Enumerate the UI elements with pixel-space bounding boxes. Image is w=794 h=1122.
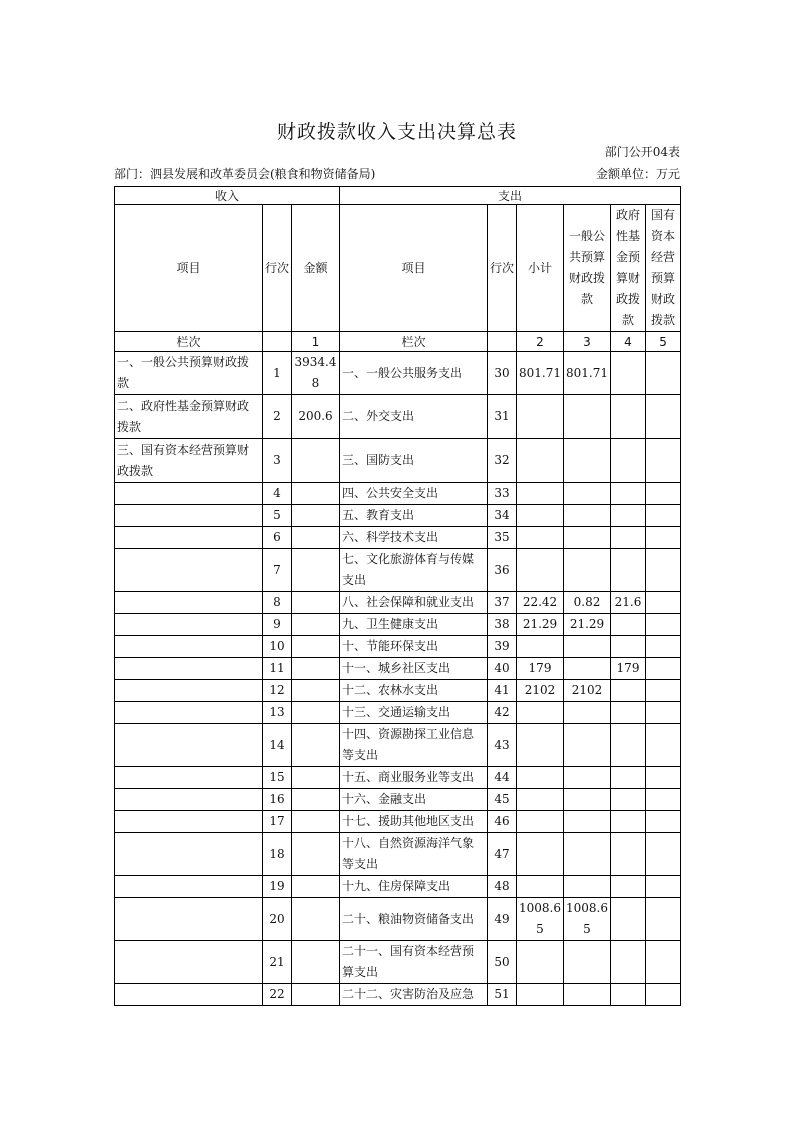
income-line-cell: 10 [263, 636, 292, 658]
fund-budget-cell [611, 636, 646, 658]
income-line-cell: 18 [263, 833, 292, 876]
expense-item-cell: 二十一、国有资本经营预算支出 [340, 941, 488, 984]
income-amount-cell [292, 984, 340, 1006]
income-item-cell [115, 527, 263, 549]
col-blank [263, 332, 292, 352]
expense-line-cell: 34 [488, 505, 517, 527]
subtotal-cell [517, 789, 564, 811]
expense-line-cell: 46 [488, 811, 517, 833]
page-title: 财政拨款收入支出决算总表 [276, 121, 517, 143]
general-budget-cell [564, 439, 611, 483]
expense-item-cell: 十一、城乡社区支出 [340, 658, 488, 680]
expense-line-cell: 35 [488, 527, 517, 549]
general-budget-cell [564, 702, 611, 724]
fund-budget-cell [611, 767, 646, 789]
income-line-cell: 3 [263, 439, 292, 483]
fund-budget-cell [611, 702, 646, 724]
table-row [115, 984, 681, 1006]
income-line-cell: 21 [263, 941, 292, 984]
expense-item-cell: 五、教育支出 [340, 505, 488, 527]
subtotal-cell [517, 439, 564, 483]
state-capital-header: 国有资本经营预算财政拨款 [646, 205, 681, 332]
income-amount-cell [292, 767, 340, 789]
income-amount-cell [292, 789, 340, 811]
subtotal-cell [517, 527, 564, 549]
expense-item-cell: 三、国防支出 [340, 439, 488, 483]
col-4: 4 [611, 332, 646, 352]
income-amount-cell [292, 527, 340, 549]
subtotal-cell [517, 702, 564, 724]
income-item-cell [115, 941, 263, 984]
col-2: 2 [517, 332, 564, 352]
subtotal-cell: 21.29 [517, 614, 564, 636]
table-row [115, 680, 681, 702]
subtotal-cell [517, 724, 564, 767]
income-amount-cell [292, 636, 340, 658]
expense-item-cell: 十七、援助其他地区支出 [340, 811, 488, 833]
state-capital-cell [646, 636, 681, 658]
expense-item-cell: 四、公共安全支出 [340, 483, 488, 505]
table-row [115, 592, 681, 614]
budget-table [114, 186, 681, 1006]
fund-budget-cell [611, 724, 646, 767]
subtotal-cell [517, 876, 564, 898]
income-item-cell [115, 658, 263, 680]
expense-item-cell: 二十二、灾害防治及应急 [340, 984, 488, 1006]
fund-budget-cell [611, 876, 646, 898]
income-line-cell: 13 [263, 702, 292, 724]
exp-col-label: 栏次 [340, 332, 488, 352]
income-amount-cell [292, 811, 340, 833]
expense-line-cell: 36 [488, 549, 517, 592]
income-line-cell: 5 [263, 505, 292, 527]
fund-budget-cell [611, 614, 646, 636]
fund-budget-cell [611, 352, 646, 395]
income-amount-cell [292, 941, 340, 984]
table-row [115, 811, 681, 833]
general-budget-cell [564, 549, 611, 592]
income-line-cell: 15 [263, 767, 292, 789]
subtotal-cell [517, 505, 564, 527]
expense-item-cell: 七、文化旅游体育与传媒支出 [340, 549, 488, 592]
general-budget-cell [564, 505, 611, 527]
subtotal-cell [517, 483, 564, 505]
expense-line-cell: 44 [488, 767, 517, 789]
income-item-cell: 一、一般公共预算财政拨款 [115, 352, 263, 395]
state-capital-cell [646, 876, 681, 898]
income-amount-cell [292, 680, 340, 702]
general-budget-cell: 0.82 [564, 592, 611, 614]
income-item-cell [115, 614, 263, 636]
general-budget-cell [564, 767, 611, 789]
general-budget-cell: 21.29 [564, 614, 611, 636]
income-item-cell [115, 483, 263, 505]
income-amount-header: 金额 [292, 205, 340, 332]
state-capital-cell [646, 984, 681, 1006]
expense-item-cell: 二十、粮油物资储备支出 [340, 898, 488, 941]
general-budget-cell: 1008.65 [564, 898, 611, 941]
income-amount-cell [292, 724, 340, 767]
expense-line-cell: 33 [488, 483, 517, 505]
expense-item-cell: 十五、商业服务业等支出 [340, 767, 488, 789]
income-line-cell: 16 [263, 789, 292, 811]
subtotal-cell: 2102 [517, 680, 564, 702]
expense-header: 支出 [340, 187, 681, 205]
general-budget-cell [564, 724, 611, 767]
form-number: 部门公开04表 [604, 145, 680, 159]
income-item-cell [115, 636, 263, 658]
col-5: 5 [646, 332, 681, 352]
income-line-cell: 22 [263, 984, 292, 1006]
expense-item-header: 项目 [340, 205, 488, 332]
expense-item-cell: 十三、交通运输支出 [340, 702, 488, 724]
fund-budget-cell [611, 984, 646, 1006]
subtotal-cell [517, 833, 564, 876]
income-item-cell [115, 789, 263, 811]
expense-item-cell: 六、科学技术支出 [340, 527, 488, 549]
income-item-cell [115, 876, 263, 898]
expense-item-cell: 十九、住房保障支出 [340, 876, 488, 898]
state-capital-cell [646, 439, 681, 483]
fund-budget-cell: 21.6 [611, 592, 646, 614]
expense-item-cell: 八、社会保障和就业支出 [340, 592, 488, 614]
subtotal-cell [517, 636, 564, 658]
expense-item-cell: 十八、自然资源海洋气象等支出 [340, 833, 488, 876]
fund-budget-cell [611, 941, 646, 984]
fund-budget-cell: 179 [611, 658, 646, 680]
expense-line-cell: 38 [488, 614, 517, 636]
fund-budget-cell [611, 789, 646, 811]
income-line-header: 行次 [263, 205, 292, 332]
income-amount-cell [292, 876, 340, 898]
table-row [115, 483, 681, 505]
income-amount-cell: 200.6 [292, 395, 340, 439]
income-item-cell: 二、政府性基金预算财政拨款 [115, 395, 263, 439]
general-budget-cell [564, 636, 611, 658]
general-budget-cell [564, 984, 611, 1006]
state-capital-cell [646, 833, 681, 876]
income-line-cell: 4 [263, 483, 292, 505]
income-amount-cell [292, 483, 340, 505]
general-budget-cell [564, 811, 611, 833]
income-item-cell [115, 898, 263, 941]
income-amount-cell [292, 833, 340, 876]
expense-line-cell: 40 [488, 658, 517, 680]
table-row [115, 614, 681, 636]
general-budget-cell [564, 789, 611, 811]
subtotal-cell: 22.42 [517, 592, 564, 614]
expense-line-cell: 50 [488, 941, 517, 984]
income-amount-cell [292, 439, 340, 483]
income-amount-cell [292, 702, 340, 724]
expense-line-cell: 45 [488, 789, 517, 811]
col-label: 栏次 [115, 332, 263, 352]
income-line-cell: 20 [263, 898, 292, 941]
subtotal-cell [517, 767, 564, 789]
exp-col-blank [488, 332, 517, 352]
general-budget-header: 一般公共预算财政拨款 [564, 205, 611, 332]
table-row [115, 549, 681, 592]
table-row [115, 767, 681, 789]
general-budget-cell [564, 833, 611, 876]
income-item-cell [115, 549, 263, 592]
expense-line-cell: 30 [488, 352, 517, 395]
expense-item-cell: 十二、农林水支出 [340, 680, 488, 702]
income-line-cell: 17 [263, 811, 292, 833]
expense-line-cell: 37 [488, 592, 517, 614]
general-budget-cell [564, 941, 611, 984]
table-row [115, 724, 681, 767]
income-line-cell: 1 [263, 352, 292, 395]
expense-line-cell: 47 [488, 833, 517, 876]
subtotal-header: 小计 [517, 205, 564, 332]
state-capital-cell [646, 527, 681, 549]
fund-budget-cell [611, 395, 646, 439]
table-row [115, 527, 681, 549]
general-budget-cell [564, 483, 611, 505]
table-row [115, 898, 681, 941]
subtotal-cell [517, 395, 564, 439]
col-3: 3 [564, 332, 611, 352]
fund-budget-cell [611, 680, 646, 702]
state-capital-cell [646, 941, 681, 984]
expense-item-cell: 十六、金融支出 [340, 789, 488, 811]
table-row [115, 658, 681, 680]
subtotal-cell: 801.71 [517, 352, 564, 395]
state-capital-cell [646, 658, 681, 680]
state-capital-cell [646, 483, 681, 505]
expense-line-cell: 51 [488, 984, 517, 1006]
state-capital-cell [646, 352, 681, 395]
income-amount-cell [292, 592, 340, 614]
income-amount-cell [292, 898, 340, 941]
state-capital-cell [646, 789, 681, 811]
state-capital-cell [646, 724, 681, 767]
expense-line-header: 行次 [488, 205, 517, 332]
expense-line-cell: 49 [488, 898, 517, 941]
fund-budget-cell [611, 527, 646, 549]
income-line-cell: 7 [263, 549, 292, 592]
state-capital-cell [646, 592, 681, 614]
fund-budget-cell [611, 898, 646, 941]
unit-label: 金额单位：万元 [595, 167, 680, 181]
income-amount-cell [292, 505, 340, 527]
expense-line-cell: 43 [488, 724, 517, 767]
expense-item-cell: 十、节能环保支出 [340, 636, 488, 658]
general-budget-cell [564, 658, 611, 680]
income-item-cell [115, 984, 263, 1006]
fund-budget-cell [611, 483, 646, 505]
income-amount-cell [292, 549, 340, 592]
income-line-cell: 2 [263, 395, 292, 439]
table-row [115, 352, 681, 395]
expense-line-cell: 39 [488, 636, 517, 658]
state-capital-cell [646, 614, 681, 636]
expense-line-cell: 32 [488, 439, 517, 483]
department-label: 部门：泗县发展和改革委员会(粮食和物资储备局) [114, 167, 376, 181]
income-line-cell: 19 [263, 876, 292, 898]
fund-budget-cell [611, 811, 646, 833]
income-item-cell [115, 505, 263, 527]
income-item-cell [115, 811, 263, 833]
income-header: 收入 [115, 187, 340, 205]
expense-item-cell: 九、卫生健康支出 [340, 614, 488, 636]
income-item-cell [115, 680, 263, 702]
subtotal-cell [517, 984, 564, 1006]
general-budget-cell [564, 395, 611, 439]
expense-item-cell: 一、一般公共服务支出 [340, 352, 488, 395]
fund-budget-header: 政府性基金预算财政拨款 [611, 205, 646, 332]
state-capital-cell [646, 767, 681, 789]
general-budget-cell [564, 876, 611, 898]
expense-line-cell: 41 [488, 680, 517, 702]
fund-budget-cell [611, 833, 646, 876]
general-budget-cell [564, 527, 611, 549]
fund-budget-cell [611, 505, 646, 527]
fund-budget-cell [611, 549, 646, 592]
expense-item-cell: 十四、资源勘探工业信息等支出 [340, 724, 488, 767]
income-item-cell [115, 833, 263, 876]
expense-line-cell: 48 [488, 876, 517, 898]
state-capital-cell [646, 702, 681, 724]
expense-line-cell: 31 [488, 395, 517, 439]
income-amount-cell [292, 658, 340, 680]
state-capital-cell [646, 505, 681, 527]
income-line-cell: 12 [263, 680, 292, 702]
state-capital-cell [646, 898, 681, 941]
table-row [115, 439, 681, 483]
state-capital-cell [646, 680, 681, 702]
income-line-cell: 11 [263, 658, 292, 680]
table-row [115, 876, 681, 898]
income-item-header: 项目 [115, 205, 263, 332]
income-item-cell [115, 767, 263, 789]
income-item-cell [115, 702, 263, 724]
col-1: 1 [292, 332, 340, 352]
general-budget-cell: 801.71 [564, 352, 611, 395]
subtotal-cell [517, 941, 564, 984]
state-capital-cell [646, 811, 681, 833]
income-item-cell [115, 724, 263, 767]
table-row [115, 395, 681, 439]
subtotal-cell [517, 811, 564, 833]
table-row [115, 789, 681, 811]
table-row [115, 941, 681, 984]
income-line-cell: 14 [263, 724, 292, 767]
table-row [115, 636, 681, 658]
income-line-cell: 6 [263, 527, 292, 549]
table-row [115, 505, 681, 527]
state-capital-cell [646, 395, 681, 439]
fund-budget-cell [611, 439, 646, 483]
income-item-cell: 三、国有资本经营预算财政拨款 [115, 439, 263, 483]
table-row [115, 702, 681, 724]
income-amount-cell [292, 614, 340, 636]
income-line-cell: 9 [263, 614, 292, 636]
income-item-cell [115, 592, 263, 614]
state-capital-cell [646, 549, 681, 592]
income-amount-cell: 3934.48 [292, 352, 340, 395]
table-row [115, 833, 681, 876]
subtotal-cell [517, 549, 564, 592]
subtotal-cell: 1008.65 [517, 898, 564, 941]
subtotal-cell: 179 [517, 658, 564, 680]
expense-line-cell: 42 [488, 702, 517, 724]
income-line-cell: 8 [263, 592, 292, 614]
general-budget-cell: 2102 [564, 680, 611, 702]
expense-item-cell: 二、外交支出 [340, 395, 488, 439]
